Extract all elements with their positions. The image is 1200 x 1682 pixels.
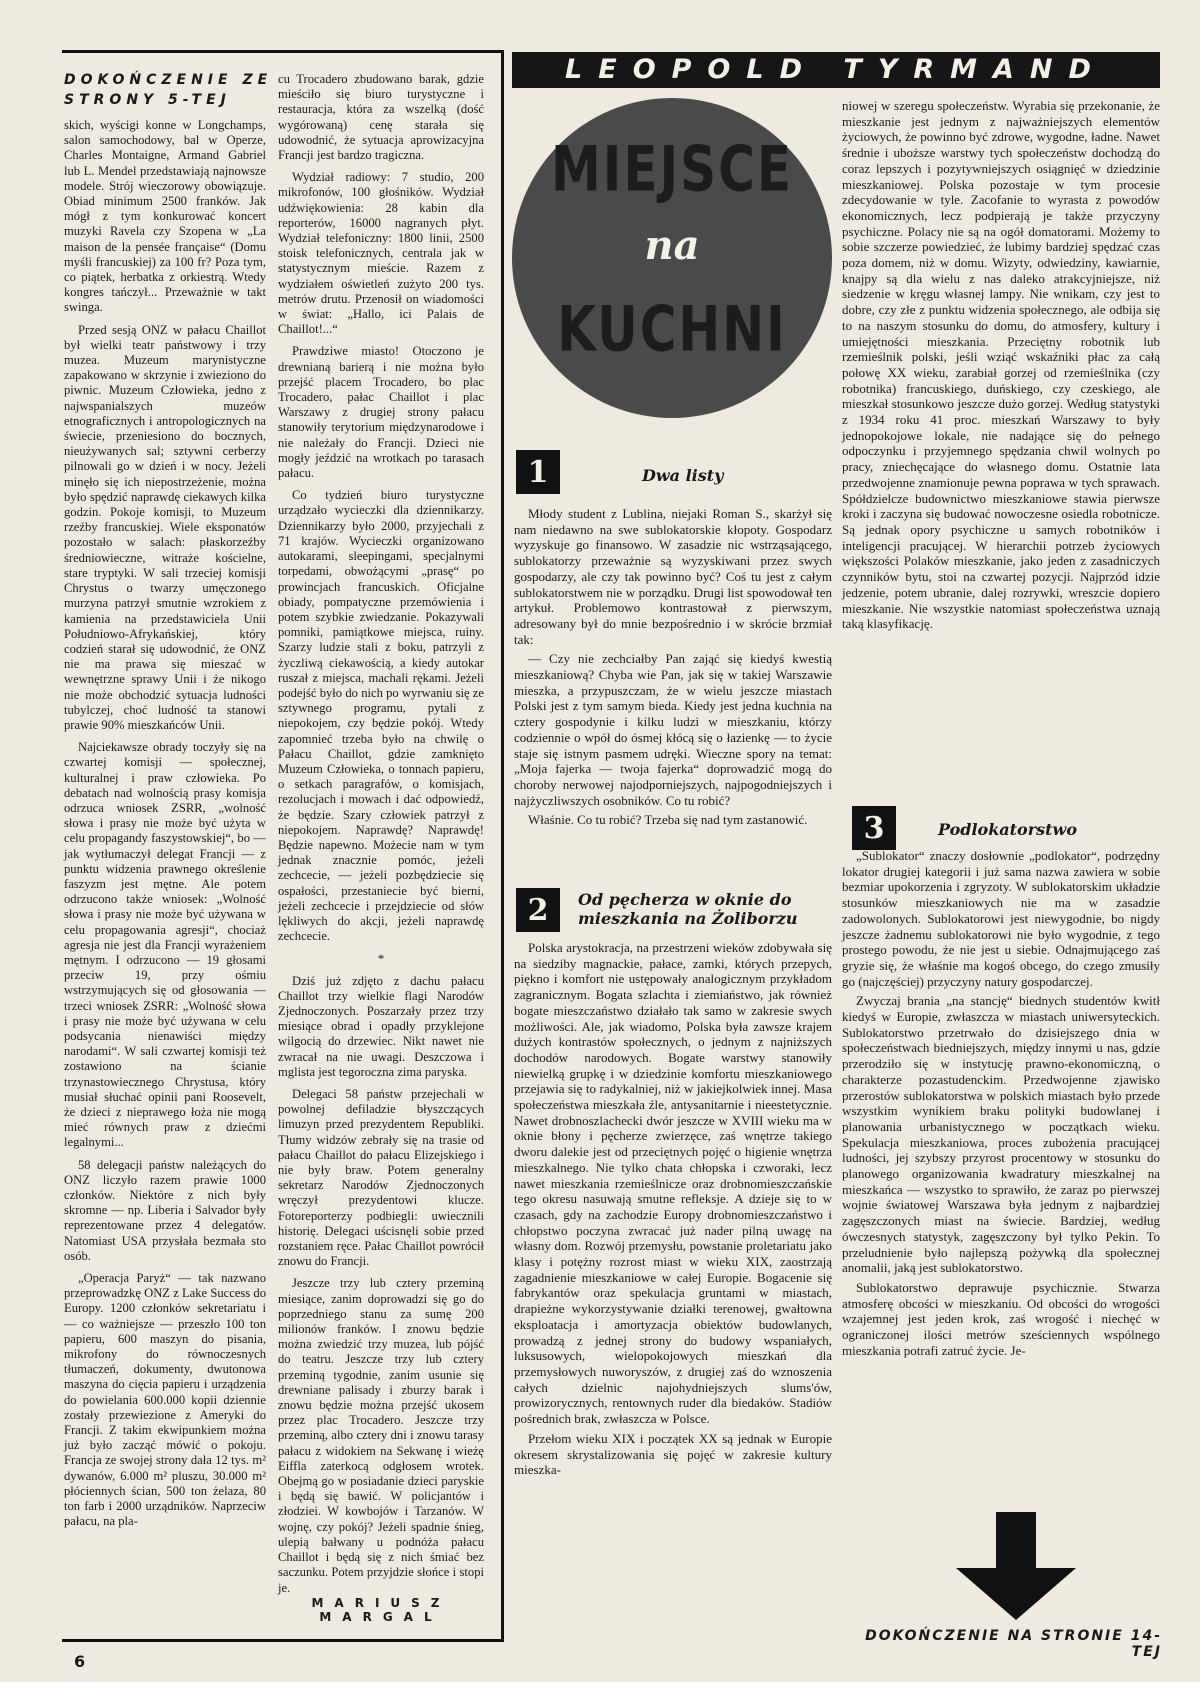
paragraph: — Czy nie zechciałby Pan zająć się kiedyś kwestią mieszkaniową? Chyba wie Pan, jak się w takiej Warszawie mieszka, a przypuszczam, że w wielu jeszcze miastach Polski jest z tym samym bieda. Kiedy jest jedna kuchnia na cztery gospodynie i kilku ludzi w mieszkaniu, którzy codziennie o wpół do ósmej kłócą się o łazienkę — to życie staje się istnym pasmem udręki. Wieczne spory na temat: „Moja fajerka — twoja fajerka“ doprowadzić mogą do choroby nerwowej najodporniejszych, najpogodniejszych i najżyczliwszych osobników. Co tu robić? xyxy=(514,651,832,808)
right-article-column-2-top xyxy=(842,98,1160,798)
right-article-column-1-top xyxy=(514,506,832,870)
paragraph: Polska arystokracja, na przestrzeni wieków zdobywała się na siedziby magnackie, pałace, zamki, których przepych, piękno i komfort nie ustępowały analogicznym przykładom zagranicznym. Bogata szlachta i ziemiaństwo, jak również bogate mieszczaństwo działało tak samo w zakresie swych możliwości. Ale, jak wiadomo, Polska była zawsze krajem dużych kontrastów społecznych, o jednym z najniższych dochodów narodowych. Bogate warstwy stanowiły niewielką grupkę i w dziedzinie komfortu mieszkaniowego przejawia się to radykalniej, niż w jakiejkolwiek innej. Masa społeczeństwa mieszkała źle, antysanitarnie i nieestetycznie. Nawet drobnoszlachecki dwór jeszcze w XVIII wieku ma w oknie błony i pęcherze zwierzęce, zaś wnętrze takiego dworu dalekie jest od przeciętnych pojęć o higienie wnętrza mieszkalnego. Nie tylko chata chłopska i czworaki, lecz nawet mieszkania rzemieślnicze oraz drobnomieszczańskie tego okresu nasuwają smutne refleksje. A dzieje się to w czasach, gdy na zachodzie Europy drobnomieszczaństwo i chłopstwo poczyna zwracać już nader pilną uwagę na własny dom. Rozwój przemysłu, powstanie proletariatu jako klasy i potężny rozrost miast w wieku XIX, zaostrzają zagadnienie mieszkaniowe w całej Europie. Bogacenie się fabrykantów oraz spekulacja gruntami w miastach, drapieżne wykorzystywanie działki terenowej, gwałtowna eksploatacja i amortyzacja obiektów budowlanych, prowadzą z jednej strony do budowy wspaniałych, luksusowych, wielopokojowych mieszkań dla przemysłowych nuworyszów, z drugiej zaś do wznoszenia całych dzielnic najohydniejszych slums'ów, prowizorycznych, rentownych ruder dla biedaków. Stadiów pośrednich brak, zwłaszcza w Polsce. xyxy=(514,940,832,1427)
continuation-footer: DOKOŃCZENIE NA STRONIE 14-TEJ xyxy=(865,1628,1162,1660)
paragraph: Dziś już zdjęto z dachu pałacu Chaillot trzy wielkie flagi Narodów Zjednoczonych. Poszarzały przez trzy miesiące obrad i opadły przyklejone wilgocią do drzewiec. Nikt nawet nie zwracał na nie uwagi. Deszczowa i mglista jest tegoroczna zima paryska. xyxy=(278,973,484,1079)
paragraph: Właśnie. Co tu robić? Trzeba się nad tym zastanowić. xyxy=(528,812,808,828)
left-article-column-1 xyxy=(64,118,266,1628)
section-title: Podlokatorstwo xyxy=(938,820,1077,839)
paragraph: Jeszcze trzy lub cztery przeminą miesiące, zanim doprowadzi się go do poprzedniego stanu za sumę 200 milionów franków. I znowu będzie można zwiedzić trzy muzea, lub pójść do teatru. Jeszcze trzy lub cztery przeminą tygodnie, zanim usunie się drewniane palisady i zburzy barak i znowu będzie można przejść ukosem przez plac Trocadero. Jeszcze trzy przeminą, albo cztery dni i znowu tarasy pałacu z widokiem na Sekwanę i wieżę Eiffla zaterkocą odgłosem wrotek. Obejmą go w posiadanie dzieci paryskie i będą się bawić. W policjantów i złodziei. W kowbojów i Tarzanów. W wojnę, czy pokój? Jeżeli spadnie śnieg, ulepią bałwany u podnóża pałacu Chaillot i będą się z nich śmiać bez saczunku. Potem przyjdzie słońce i stopi je. xyxy=(278,1276,484,1595)
paragraph: niowej w szeregu społeczeństw. Wyrabia się przekonanie, że mieszkanie jest jednym z najważniejszych elementów życiowych, że powinno być zdrowe, wygodne, ładne. Nawet średnie i uboższe warstwy tych społeczeństw dochodzą do coraz lepszych i pozytywniejszych osiągnięć w dziedzinie mieszkaniowej. Polska pozostaje w tym procesie zdecydowanie w tyle. Zacofanie to wyrasta z powodów ekonomicznych, lecz podpierają je także przyczyny psychiczne. Polacy nie są na ogół domatorami. Możemy to sobie szczerze powiedzieć, że lubimy bardziej spędzać czas poza domem, niż w domu. Wizyty, odwiedziny, kawiarnie, knajpy są dla wielu z nas daleko atrakcyjniejsze, niż siedzenie w kręgu własnej lampy. Nie wnikam, czy jest to dobre, czy złe z punktu widzenia społecznego, ale odbija się to na naszym stosunku do domu, do atmosfery, kultury i umiejętności mieszkania. Przeciętny robotnik lub rzemieślnik polski, jeśli wziąć wskaźniki płac za całą połowę XX wieku, zarabiał gorzej od rzemieślnika (czy robotnika) francuskiego, duńskiego, czy czeskiego, ale mieszkał stosunkowo jeszcze dużo gorzej. Według statystyki z 1934 roku 41 proc. mieszkań Warszawy to były jednopokojowe lokale, nie nadające się do pełnego odpoczynku i przyjemnego spędzania chwil wolnych po pracy, zniechęcające do własnego domu. Ostatnie lata przedwojenne znamionuje pewna poprawa w tych sprawach. Spółdzielcze budownictwo mieszkaniowe stawia pierwsze kroki i zaczyna się budować nowoczesne osiedla robotnicze. Są jednak opory psychiczne u samych robotników i inteligencji pracującej. W hierarchii potrzeb życiowych większości Polaków mieszkanie, jako jeden z zasadniczych czynników bytu, stoi na czwartej pozycji. Najprzód idzie jedzenie, potem ubranie, dalej rozrywki, wreszcie dopiero mieszkanie. Nie wszystkie natomiast społeczeństwa uznają taką klasyfikację. xyxy=(842,98,1160,632)
paragraph: Najciekawsze obrady toczyły się na czwartej komisji — społecznej, kulturalnej i praw człowieka. Po debatach nad wolnością prasy komisja odrzuca wniosek ZSRR, „wolność słowa i prasy nie może być użyta w celu propagandy faszystowskiej“, bo — jak wytłumaczył delegat Francji — z punktu widzenia prawnego określenie faszyzm jest mętne. Ale potem odrzucono także wniosek: „Wolność słowa i prasy nie może być używana w celu propagowania agresji“, chociaż agresja nie jest dla Francji wyrażeniem mętnym. I odrzucono — 19 głosami przeciw 19, przy ośmiu wstrzymujących się od głosowania — trzeci wniosek ZSRR: „Wolność słowa i prasy nie może być używana w celu podsycania nienawiści między narodami“. W sali czwartej komisji też zostawiono na ścianie trzynastowiecznego Chrystusa, który musiał słuchać opinii pani Roosevelt, że dzieci z nieprawego łoża nie mogą mieć równych praw z dziećmi legalnymi... xyxy=(64,740,266,1150)
paragraph: Sublokatorstwo deprawuje psychicznie. Stwarza atmosferę obcości w mieszkaniu. Od obcości do wrogości wzajemnej jest jeden krok, zaś wrogość i niechęć w ograniczonej ilości metrów sześciennych wspólnego mieszkania potrafi zatruć życie. Je- xyxy=(842,1279,1160,1358)
paragraph: skich, wyścigi konne w Longchamps, salon samochodowy, bal w Operze, Charles Montaigne, Armand Gabriel lub L. Mendel przedstawiają najnowsze modele. Strój wieczorowy obowiązuje. Obiad minimum 2500 franków. Jak mógł z tym konkurować koncert muzyki Ravela czy Szopena w „La maison de la pensée française“ (Domu myśli francuskiej) za 100 fr? Poza tym, co piątek, herbatka z orkiestrą. Wtedy kongres tańczył... Przeważnie w takt swinga. xyxy=(64,118,266,315)
left-article-column-2 xyxy=(278,72,484,1595)
section-divider: * xyxy=(377,951,385,967)
paragraph: Co tydzień biuro turystyczne urządzało wycieczki dla dziennikarzy. Dziennikarzy było 2000, przyjechali z 71 krajów. Wycieczki organizowano autokarami, sleepingami, specjalnymi torpedami, obwożącymi „prasę“ po prowincjach francuskich. Oficjalne obiady, pompatyczne przemówienia i potem szybkie zwiedzanie. Pokazywali pomniki, pamiątkowe miejsca, ruiny. Szarzy ludzie stali z boku, patrzyli z życzliwą ciekawością, a kiedy autokar ruszał z miejsca, machali rękami. Jeżeli podejść było do nich po wyrwaniu się ze sztywnego programu, pytali z niepokojem, czy będzie pokój. Wtedy zapomnieć trzeba było na chwilę o Pałacu Chaillot, gdzie zamknięto Muzeum Człowieka, o tonnach papieru, o setkach paragrafów, o komisjach, rezolucjach i mowach i dać odpowiedź, że będzie. Szary człowiek patrzył z niepokojem. Naprawdę? Naprawdę! Będzie napewno. Możecie nam w tym jednak znacznie pomóc, jeżeli zechcecie, — jeżeli pozbędziecie się ospałości, przestaniecie być bierni, jeżeli zechcecie i przejdziecie od słów lękliwych do akcji, jeżeli naprawdę zechcecie. xyxy=(278,488,484,944)
paragraph: Prawdziwe miasto! Otoczono je drewnianą barierą i nie można było przejść placem Trocadero, bo plac Trocadero, pałac Chaillot i plac Warszawy z drugiej strony pałacu stanowiły terytorium międzynarodowe i nie należały do Francji. Dzieci nie mogły jeździć na wrotkach po tarasach pałacu. xyxy=(278,344,484,481)
section-number: 3 xyxy=(852,806,896,850)
headline-line-2: na xyxy=(644,222,700,269)
section-title: Dwa listy xyxy=(642,466,724,485)
continuation-header: DOKOŃCZENIE ZE STRONY 5-TEJ xyxy=(64,72,273,108)
paragraph: „Sublokator“ znaczy dosłownie „podlokator“, podrzędny lokator drugiej kategorii i już sama nazwa zawiera w sobie bezmiar upokorzenia i zgryzoty. W sublokatorskim układzie stosunków mieszkaniowych nie ma w zasadzie zadowolonych. Sublokatorowi jest niewygodnie, bo nigdy jeszcze żadnemu sublokatorowi nie było wygodnie, z tego prostego powodu, że nie jest u siebie. Odnajmującego zaś gryzie się, że właśnie ma kogoś obcego, do czego zmusiły go (najczęściej) przyczyny natury gospodarczej. xyxy=(842,848,1160,989)
page-number: 6 xyxy=(74,1652,86,1671)
paragraph: „Operacja Paryż“ — tak nazwano przeprowadzkę ONZ z Lake Success do Europy. 1200 członków sekretariatu i — co ważniejsze — przeszło 100 ton papieru, 600 maszyn do pisania, mikrofony do równoczesnych tłumaczeń, dokumenty, dwutonowa maszyna do cięcia papieru i urządzenia do powielania 600.000 kopii dziennie zostały przewiezione z Ameryki do Francji. Z takim ekwipunkiem można już było zacząć mówić o pokoju. Francja ze swojej strony dała 12 tys. m² dywanów, 6.000 m² pluszu, 30.000 m² płóciennych ścian, 500 ton żelaza, 80 ton farb i 2000 urządników. Naprzeciw pałacu, na pla- xyxy=(64,1271,266,1529)
paragraph: Zwyczaj brania „na stancję“ biednych studentów kwitł kiedyś w Europie, zwłaszcza w miastach uniwersyteckich. Sublokatorstwo przetrwało do dzisiejszego dnia w społeczeństwach biedniejszych, między innymi u nas, gdzie przerodziło się w instytucję prawno-ekonomiczną, o charakterze pozastudenckim. Przedwojenne zjawisko przerostów sublokatorstwa w polskich miastach było przede wszystkim wynikiem braku polityki budowlanej i planowania urbanistycznego w początkach wieku. Spekulacja mieszkaniowa, proces zubożenia pracującej ludności, jej szybszy przyrost procentowy w stosunku do planowego organizowania kwadratury mieszkalnej na mieszkańca — wszystko to sprawiło, że zaraz po pierwszej wojnie światowej Warszawa była jednym z najbardziej zagęszczonych miast na świecie. Bardziej, według ówczesnych statystyk, zagęszczony był tylko Pekin. To przeludnienie było najlepszą pożywką dla społecznej anomalii, jaką jest sublokatorstwo. xyxy=(842,993,1160,1276)
section-title: Od pęcherza w oknie do mieszkania na Żoliborzu xyxy=(578,890,798,928)
author-name: LEOPOLD TYRMAND xyxy=(565,54,1107,85)
paragraph: cu Trocadero zbudowano barak, gdzie mieściło się biuro turystyczne i restauracja, która za wszelką (dość wygórowaną) cenę starała się udowodnić, że sytuacja aprowizacyjna Francji jest bardzo tragiczna. xyxy=(278,72,484,163)
paragraph: Przed sesją ONZ w pałacu Chaillot był wielki teatr państwowy i trzy muzea. Muzeum marynistyczne zapakowano w skrzynie i zwieziono do piwnic. Muzeum Człowieka, jedno z najwspanialszych muzeów etnograficznych i antropologicznych na świecie, przeniesiono do bocznych, nieużywanych sal; sztywni cerberzy pilnowali go w dzień i w nocy. Jeżeli minęło się ich niepostrzeżenie, można było spędzić naprawdę ciekawych kilka godzin. Pokoje komisji, to Muzeum rzeźby francuskiej. Wiele eksponatów pozostało w salach: płaskorzeźby średniowieczne, witraże kościelne, stare tryptyki. W sali trzeciej komisji Chrystus o twarzy umęczonego murzyna patrzył smutnie wzrokiem z kamienia na przedstawiciela Unii Południowo-Afrykańskiej, który codzień starał się udowodnić, że ONZ nie ma prawa się mieszać w wewnętrzne sprawy Unii i że nikogo nie może obchodzić sytuacja ludności tubylczej, choć ludność ta stanowi prawie 90% mieszkańców Unii. xyxy=(64,322,266,732)
right-article-column-1-bottom xyxy=(514,940,832,1640)
paragraph: Przełom wieku XIX i początek XX są jednak w Europie okresem skrystalizowania się pojęć w zakresie kultury mieszka- xyxy=(514,1430,832,1478)
section-number: 1 xyxy=(516,450,560,494)
section-number: 2 xyxy=(516,888,560,932)
paragraph: Młody student z Lublina, niejaki Roman S., skarżył się nam niedawno na swe sublokatorskie kłopoty. Gospodarz wyzyskuje go finansowo. W zasadzie nic wstrząsającego, sublokatorzy przeważnie są wyzyskiwani przez swych gospodarzy, ale czy tak powinno być? Coś tu jest z całym sublokatorstwem nie w porządku. Drugi list spowodował ten artykuł. Problemowo kontrastował z pierwszym, adresowany był do mnie bezpośrednio i w skrócie brzmiał tak: xyxy=(514,506,832,647)
right-article-column-2-bottom xyxy=(842,848,1160,1568)
byline: MARIUSZ MARGAL xyxy=(311,1596,451,1624)
paragraph: Delegaci 58 państw przejechali w powolnej defiladzie błyszczących limuzyn przed prezydentem Republiki. Tłumy widzów zebrały się na trasie od pałacu Chaillot do pałacu Elizejskiego i nie były braw. Potem generalny sekretarz Narodów Zjednoczonych wręczył prezydentowi klucze. Fotoreporterzy podbiegli: uwiecznili historię. Delegaci uścisnęli sobie przed rozstaniem ręce. Pałac Chaillot powrócił znowu do Francji. xyxy=(278,1087,484,1269)
author-banner xyxy=(512,52,1160,88)
paragraph: 58 delegacji państw należących do ONZ liczyło razem prawie 1000 członków. Niektóre z nich były skromne — np. Liberia i Salvador były reprezentowane przez 4 delegatów. Natomiast USA przysłała bezmała sto osób. xyxy=(64,1157,266,1263)
headline-line-1: MIEJSCE xyxy=(551,132,793,206)
arrow-down-icon xyxy=(956,1512,1076,1622)
headline-line-3: KUCHNI xyxy=(557,292,787,366)
paragraph: Wydział radiowy: 7 studio, 200 mikrofonów, 100 głośników. Wydział udźwiękowienia: 28 kabin dla reporterów, 16000 nagranych płyt. Wydział telefoniczny: 1800 linii, 2500 stoisk telefonicznych, centrala jak w statystycznym mieście. Razem z wydziałem oświetleń zużyto 200 tys. metrów drutu. Przenosił on wiadomości w świat: „Hallo, ici Palais de Chaillot!...“ xyxy=(278,170,484,337)
